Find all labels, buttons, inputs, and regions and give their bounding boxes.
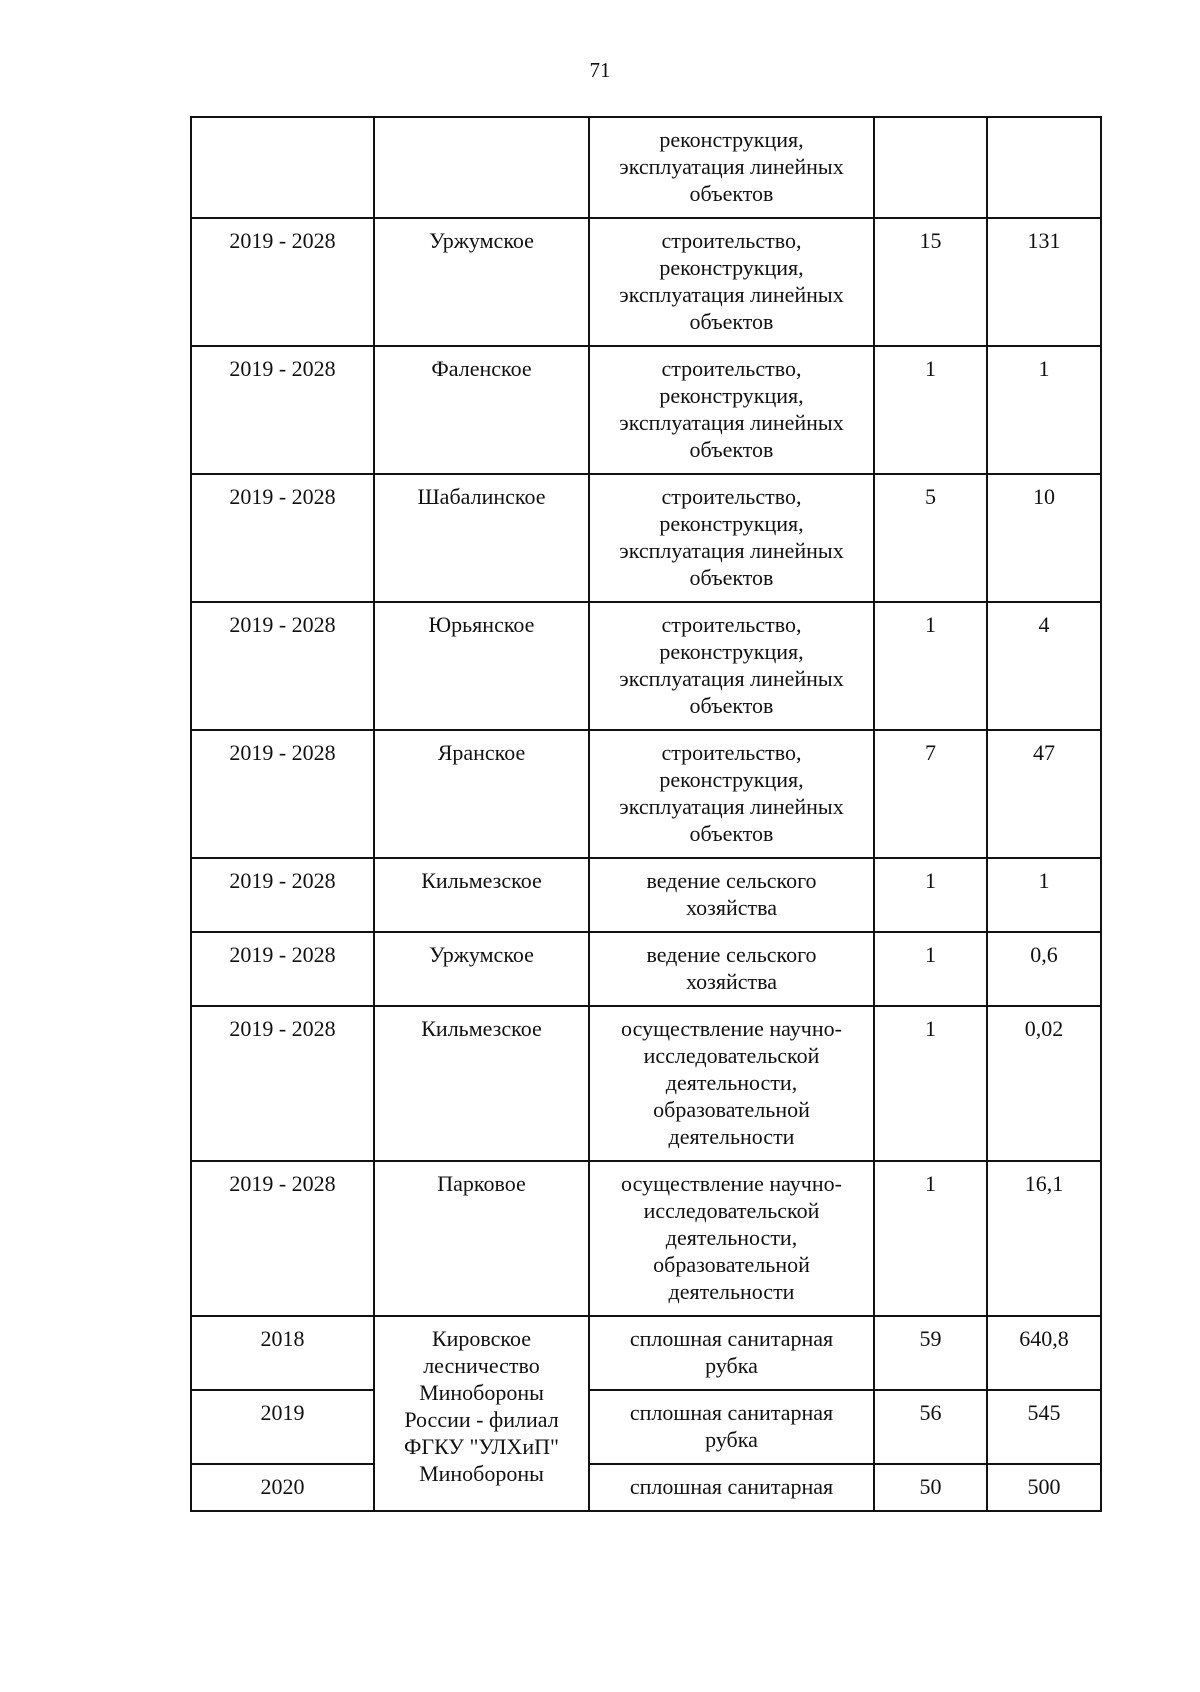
use-type-cell: ведение сельского хозяйства	[589, 932, 874, 1006]
count-cell: 1	[874, 858, 987, 932]
area-cell: 0,6	[987, 932, 1101, 1006]
forestry-cell: Яранское	[374, 730, 589, 858]
table-row	[191, 218, 1101, 346]
area-cell: 500	[987, 1464, 1101, 1511]
count-cell: 56	[874, 1390, 987, 1464]
count-cell: 15	[874, 218, 987, 346]
use-type-cell: строительство, реконструкция, эксплуатация линейных объектов	[589, 602, 874, 730]
period-cell: 2019 - 2028	[191, 346, 374, 474]
forestry-use-table	[190, 116, 1102, 1512]
forestry-cell: Кильмезское	[374, 858, 589, 932]
area-cell	[987, 117, 1101, 218]
count-cell	[874, 117, 987, 218]
use-type-cell: строительство, реконструкция, эксплуатация линейных объектов	[589, 346, 874, 474]
forestry-cell	[374, 117, 589, 218]
forestry-cell: Парковое	[374, 1161, 589, 1316]
use-type-cell: сплошная санитарная рубка	[589, 1316, 874, 1390]
use-type-cell: ведение сельского хозяйства	[589, 858, 874, 932]
period-cell: 2019 - 2028	[191, 602, 374, 730]
use-type-cell: сплошная санитарная рубка	[589, 1390, 874, 1464]
count-cell: 7	[874, 730, 987, 858]
period-cell: 2019 - 2028	[191, 1006, 374, 1161]
table-row	[191, 602, 1101, 730]
count-cell: 1	[874, 1161, 987, 1316]
period-cell	[191, 117, 374, 218]
forestry-cell: Кильмезское	[374, 1006, 589, 1161]
table-row	[191, 1161, 1101, 1316]
forestry-cell: Уржумское	[374, 218, 589, 346]
table-row	[191, 932, 1101, 1006]
count-cell: 1	[874, 1006, 987, 1161]
area-cell: 0,02	[987, 1006, 1101, 1161]
area-cell: 4	[987, 602, 1101, 730]
count-cell: 59	[874, 1316, 987, 1390]
count-cell: 1	[874, 932, 987, 1006]
use-type-cell: реконструкция, эксплуатация линейных объектов	[589, 117, 874, 218]
period-cell: 2019 - 2028	[191, 218, 374, 346]
use-type-cell: осуществление научно- исследовательской деятельности, образовательной деятельности	[589, 1161, 874, 1316]
table-row	[191, 474, 1101, 602]
area-cell: 1	[987, 858, 1101, 932]
table-row	[191, 117, 1101, 218]
use-type-cell: сплошная санитарная	[589, 1464, 874, 1511]
forestry-cell: Юрьянское	[374, 602, 589, 730]
table-row	[191, 1316, 1101, 1390]
period-cell: 2019 - 2028	[191, 730, 374, 858]
period-cell: 2019 - 2028	[191, 474, 374, 602]
forestry-cell-merged: Кировское лесничество Минобороны России - филиал ФГКУ "УЛХиП" Минобороны	[374, 1316, 589, 1511]
table-row	[191, 346, 1101, 474]
period-cell: 2019 - 2028	[191, 932, 374, 1006]
area-cell: 10	[987, 474, 1101, 602]
table-row	[191, 730, 1101, 858]
area-cell: 1	[987, 346, 1101, 474]
page-number: 71	[589, 58, 611, 82]
period-cell: 2019	[191, 1390, 374, 1464]
count-cell: 50	[874, 1464, 987, 1511]
table-row	[191, 1006, 1101, 1161]
count-cell: 1	[874, 602, 987, 730]
use-type-cell: строительство, реконструкция, эксплуатация линейных объектов	[589, 474, 874, 602]
period-cell: 2020	[191, 1464, 374, 1511]
forestry-cell: Шабалинское	[374, 474, 589, 602]
table-row	[191, 1464, 1101, 1511]
table-row	[191, 858, 1101, 932]
area-cell: 47	[987, 730, 1101, 858]
area-cell: 131	[987, 218, 1101, 346]
count-cell: 5	[874, 474, 987, 602]
use-type-cell: строительство, реконструкция, эксплуатация линейных объектов	[589, 730, 874, 858]
area-cell: 16,1	[987, 1161, 1101, 1316]
area-cell: 640,8	[987, 1316, 1101, 1390]
table-row	[191, 1390, 1101, 1464]
count-cell: 1	[874, 346, 987, 474]
area-cell: 545	[987, 1390, 1101, 1464]
period-cell: 2018	[191, 1316, 374, 1390]
period-cell: 2019 - 2028	[191, 1161, 374, 1316]
use-type-cell: осуществление научно- исследовательской деятельности, образовательной деятельности	[589, 1006, 874, 1161]
period-cell: 2019 - 2028	[191, 858, 374, 932]
use-type-cell: строительство, реконструкция, эксплуатация линейных объектов	[589, 218, 874, 346]
forestry-cell: Уржумское	[374, 932, 589, 1006]
forestry-cell: Фаленское	[374, 346, 589, 474]
